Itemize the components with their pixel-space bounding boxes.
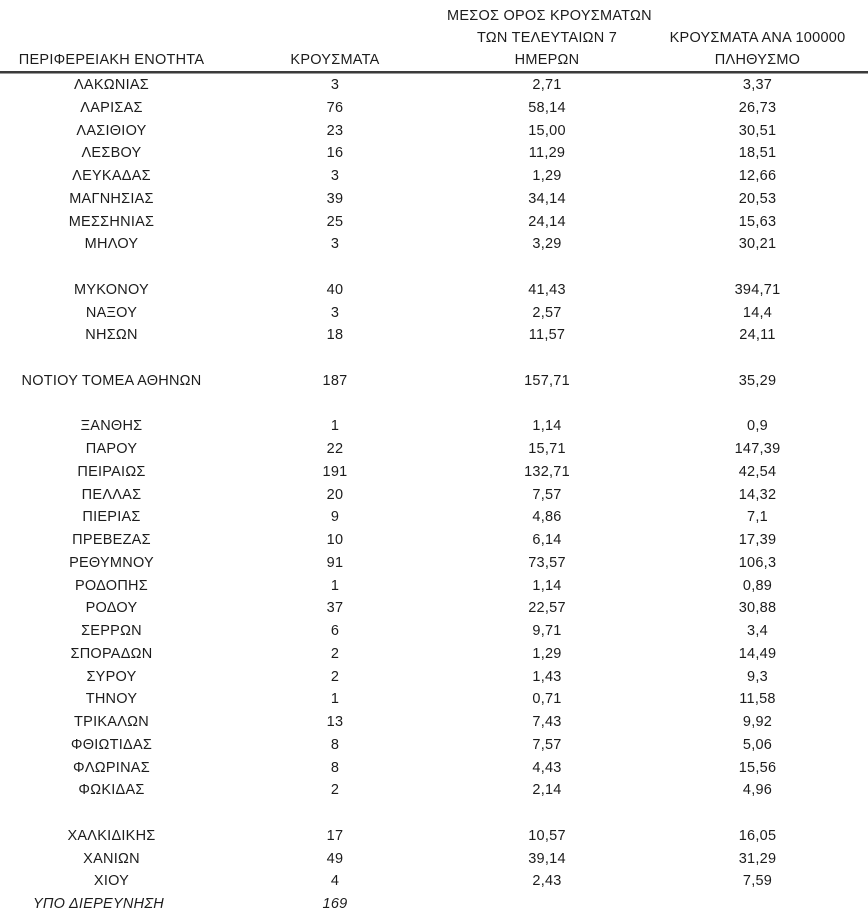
per100k-cell: 5,06	[742, 736, 773, 753]
header-avg7-line-1: ΜΕΣΟΣ ΟΡΟΣ ΚΡΟΥΣΜΑΤΩΝ	[447, 8, 652, 24]
table-row	[0, 597, 868, 620]
cases-cell: 40	[326, 281, 344, 298]
table-row	[0, 438, 868, 461]
region-cell: ΡΟΔΟΠΗΣ	[75, 577, 148, 594]
cases-cell: 8	[330, 759, 340, 776]
cases-cell: 2	[330, 782, 340, 799]
per100k-cell: 394,71	[734, 281, 781, 298]
table-row	[0, 370, 868, 393]
per100k-cell: 24,11	[739, 327, 776, 344]
cases-cell: 4	[330, 873, 340, 890]
region-cell: ΧΑΛΚΙΔΙΚΗΣ	[67, 827, 156, 844]
cases-cell: 3	[330, 304, 340, 321]
cases-cell: 10	[326, 532, 344, 548]
region-cell: ΧΑΝΙΩΝ	[83, 850, 140, 867]
per100k-cell: 30,21	[738, 236, 777, 253]
cases-cell: 2	[330, 645, 340, 662]
header-avg7-line-2: ΤΩΝ ΤΕΛΕΥΤΑΙΩΝ 7	[476, 30, 618, 46]
header-cases-label: ΚΡΟΥΣΜΑΤΑ	[290, 52, 380, 68]
table-row	[0, 688, 868, 711]
table-row	[0, 120, 868, 143]
cases-cell: 18	[326, 327, 344, 344]
table-row	[0, 620, 868, 643]
avg7-cell: 132,71	[524, 463, 570, 480]
per100k-cell: 35,29	[738, 372, 777, 389]
cases-cell: 25	[326, 213, 344, 230]
per100k-cell: 7,59	[742, 873, 773, 890]
table-row	[0, 211, 868, 234]
table-row	[0, 643, 868, 666]
region-cell: ΦΛΩΡΙΝΑΣ	[73, 759, 150, 776]
avg7-cell: 157,71	[524, 372, 570, 389]
cases-cell: 187	[322, 372, 348, 389]
per100k-cell: 9,92	[742, 714, 773, 730]
header-region-unit-label: ΠΕΡΙΦΕΡΕΙΑΚΗ ΕΝΟΤΗΤΑ	[18, 52, 205, 68]
table-row	[0, 575, 868, 598]
avg7-cell: 2,14	[532, 782, 562, 799]
avg7-cell: 15,71	[528, 441, 566, 457]
cases-cell: 1	[330, 691, 340, 708]
cases-cell: 3	[330, 236, 340, 253]
table-row	[0, 666, 868, 689]
table-row	[0, 142, 868, 165]
table-row	[0, 893, 868, 916]
cases-cell: 13	[326, 714, 344, 730]
avg7-cell: 9,71	[532, 623, 562, 639]
region-cell: ΤΗΝΟΥ	[85, 691, 138, 708]
avg7-cell: 11,57	[528, 327, 566, 344]
cases-cell: 169	[322, 896, 348, 912]
header-region-column	[0, 5, 223, 71]
spacer-row	[0, 802, 868, 825]
avg7-cell: 4,86	[532, 509, 562, 526]
cases-cell: 39	[326, 190, 344, 207]
per100k-cell: 3,37	[742, 77, 773, 93]
per100k-cell: 31,29	[738, 850, 777, 867]
table-row	[0, 552, 868, 575]
spacer-row	[0, 347, 868, 370]
region-cell: ΛΑΡΙΣΑΣ	[80, 99, 143, 116]
region-cell: ΝΑΞΟΥ	[85, 304, 138, 321]
spacer-row	[0, 256, 868, 279]
per100k-cell: 106,3	[738, 554, 777, 571]
region-cell: ΠΑΡΟΥ	[85, 441, 138, 457]
per100k-cell: 14,32	[738, 486, 777, 503]
region-cell: ΛΑΚΩΝΙΑΣ	[73, 77, 149, 93]
table-row	[0, 97, 868, 120]
avg7-cell: 73,57	[528, 554, 566, 571]
avg7-cell: 1,29	[532, 645, 562, 662]
table-row	[0, 734, 868, 757]
cases-cell: 37	[326, 600, 344, 617]
region-cell: ΧΙΟΥ	[93, 873, 130, 890]
cases-cell: 3	[330, 168, 340, 184]
avg7-cell: 6,14	[532, 532, 562, 548]
table-row	[0, 233, 868, 256]
table-row	[0, 711, 868, 734]
per100k-cell: 4,96	[742, 782, 773, 799]
avg7-cell: 10,57	[528, 827, 566, 844]
region-cell: ΛΕΣΒΟΥ	[81, 145, 142, 162]
per100k-cell: 20,53	[738, 190, 777, 207]
cases-cell: 1	[330, 577, 340, 594]
per100k-cell: 7,1	[747, 509, 768, 526]
avg7-cell: 7,43	[532, 714, 562, 730]
per100k-cell: 30,51	[738, 122, 777, 139]
cases-cell: 17	[326, 827, 344, 844]
table-row	[0, 324, 868, 347]
region-cell: ΜΥΚΟΝΟΥ	[74, 281, 149, 298]
table-row	[0, 870, 868, 893]
table-row	[0, 302, 868, 325]
avg7-cell: 7,57	[532, 736, 562, 753]
region-cell: ΜΑΓΝΗΣΙΑΣ	[69, 190, 154, 207]
avg7-cell: 3,29	[532, 236, 562, 253]
per100k-cell: 18,51	[738, 145, 777, 162]
avg7-cell: 2,57	[532, 304, 562, 321]
region-cell: ΤΡΙΚΑΛΩΝ	[74, 714, 149, 730]
table-row	[0, 484, 868, 507]
avg7-cell: 1,14	[532, 577, 562, 594]
table-row	[0, 848, 868, 871]
region-cell: ΣΠΟΡΑΔΩΝ	[70, 645, 153, 662]
region-cell: ΠΙΕΡΙΑΣ	[82, 509, 141, 526]
avg7-cell: 24,14	[528, 213, 566, 230]
per100k-cell: 3,4	[747, 623, 768, 639]
avg7-cell: 41,43	[528, 281, 566, 298]
avg7-cell: 58,14	[528, 99, 566, 116]
header-per100k-column	[647, 5, 868, 71]
cases-cell: 3	[330, 77, 340, 93]
cases-cell: 22	[326, 441, 344, 457]
region-cell: ΡΟΔΟΥ	[85, 600, 138, 617]
per100k-cell: 16,05	[738, 827, 777, 844]
region-cell: ΛΑΣΙΘΙΟΥ	[76, 122, 147, 139]
per100k-cell: 26,73	[738, 99, 777, 116]
cases-cell: 20	[326, 486, 344, 503]
region-cell: ΠΕΛΛΑΣ	[81, 486, 142, 503]
header-per100k-line-1: ΚΡΟΥΣΜΑΤΑ ΑΝΑ 100000	[669, 30, 846, 46]
per100k-cell: 14,49	[738, 645, 777, 662]
table-body	[0, 74, 868, 916]
avg7-cell: 1,14	[532, 418, 562, 435]
avg7-cell: 2,71	[532, 77, 562, 93]
region-cell: ΣΥΡΟΥ	[86, 668, 137, 685]
region-cell: ΠΡΕΒΕΖΑΣ	[72, 532, 151, 548]
cases-cell: 91	[326, 554, 344, 571]
per100k-cell: 14,4	[742, 304, 773, 321]
cases-cell: 9	[330, 509, 340, 526]
per100k-cell: 0,89	[742, 577, 773, 594]
region-cell: ΝΟΤΙΟΥ ΤΟΜΕΑ ΑΘΗΝΩΝ	[21, 372, 202, 389]
per100k-cell: 17,39	[738, 532, 777, 548]
region-cell: ΦΘΙΩΤΙΔΑΣ	[70, 736, 153, 753]
table-row	[0, 461, 868, 484]
header-cases-column	[223, 5, 447, 71]
cases-cell: 8	[330, 736, 340, 753]
table-row	[0, 415, 868, 438]
region-cell: ΜΗΛΟΥ	[84, 236, 139, 253]
table-row	[0, 74, 868, 97]
per100k-cell: 12,66	[738, 168, 777, 184]
cases-cell: 49	[326, 850, 344, 867]
region-cell: ΠΕΙΡΑΙΩΣ	[77, 463, 146, 480]
per100k-cell: 9,3	[747, 668, 768, 685]
avg7-cell: 34,14	[528, 190, 566, 207]
table-header	[0, 0, 868, 71]
table-row	[0, 279, 868, 302]
avg7-cell: 0,71	[532, 691, 562, 708]
region-cell: ΡΕΘΥΜΝΟΥ	[69, 554, 154, 571]
spacer-row	[0, 393, 868, 416]
per100k-cell: 147,39	[734, 441, 781, 457]
avg7-cell: 39,14	[528, 850, 566, 867]
per100k-cell: 15,63	[738, 213, 777, 230]
table-row	[0, 506, 868, 529]
table-row	[0, 165, 868, 188]
table-row	[0, 529, 868, 552]
per100k-cell: 11,58	[739, 691, 776, 708]
region-cell: ΝΗΣΩΝ	[85, 327, 138, 344]
cases-cell: 16	[326, 145, 344, 162]
avg7-cell: 15,00	[528, 122, 566, 139]
avg7-cell: 11,29	[528, 145, 566, 162]
cases-cell: 6	[330, 623, 340, 639]
cases-cell: 191	[322, 463, 348, 480]
region-cell: ΞΑΝΘΗΣ	[80, 418, 143, 435]
table-row	[0, 779, 868, 802]
avg7-cell: 1,43	[532, 668, 562, 685]
cases-cell: 76	[326, 99, 344, 116]
region-cell: ΥΠΟ ΔΙΕΡΕΥΝΗΣΗ	[33, 896, 164, 912]
cases-cell: 23	[326, 122, 344, 139]
avg7-cell: 22,57	[528, 600, 566, 617]
header-avg7-column	[447, 5, 652, 71]
per100k-cell: 0,9	[747, 418, 768, 435]
table-row	[0, 757, 868, 780]
avg7-cell: 1,29	[532, 168, 562, 184]
header-per100k-line-2: ΠΛΗΘΥΣΜΟ	[714, 52, 801, 68]
avg7-cell: 2,43	[532, 873, 562, 890]
avg7-cell: 7,57	[532, 486, 562, 503]
region-cell: ΦΩΚΙΔΑΣ	[78, 782, 145, 799]
per100k-cell: 42,54	[738, 463, 777, 480]
region-cell: ΜΕΣΣΗΝΙΑΣ	[68, 213, 155, 230]
per100k-cell: 15,56	[738, 759, 777, 776]
avg7-cell: 4,43	[532, 759, 562, 776]
header-avg7-line-3: ΗΜΕΡΩΝ	[514, 52, 580, 68]
table-row	[0, 825, 868, 848]
region-cell: ΣΕΡΡΩΝ	[81, 623, 142, 639]
cases-cell: 1	[330, 418, 340, 435]
per100k-cell: 30,88	[738, 600, 777, 617]
table-row	[0, 188, 868, 211]
cases-cell: 2	[330, 668, 340, 685]
region-cell: ΛΕΥΚΑΔΑΣ	[72, 168, 151, 184]
